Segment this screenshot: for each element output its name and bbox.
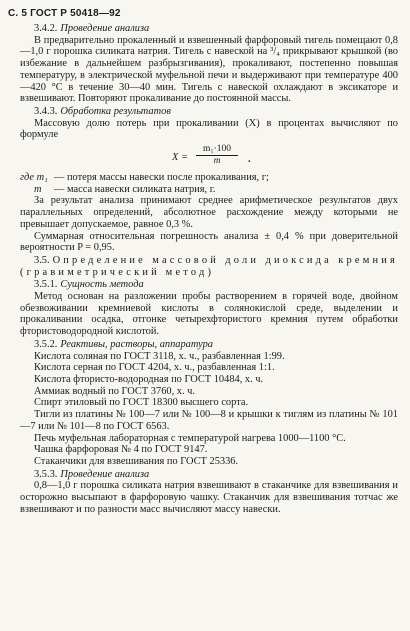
section-number: 3.4.3.: [34, 105, 58, 117]
variable-symbol: где m₁: [20, 172, 48, 184]
paragraph: В предварительно прокаленный и взвешенный фарфоровый тигель помещают 0,8—1,0 г порошка силиката натрия. Тигель с навеской на ³/₄ прикрывают крышкой (во избежание в дальнейшем разбрызгивания), прокаливают, постепенно повышая температуру, в электрической муфельной печи и выдерживают при температуре 400—420 °С в течение 30—40 мин. Тигель с навеской охлаждают в эксикаторе и взвешивают. Повторяют прокаливание до постоянной массы.: [20, 34, 398, 105]
paragraph: Кислота серная по ГОСТ 4204, х. ч., разбавленная 1:1.: [34, 362, 275, 374]
paragraph: Аммиак водный по ГОСТ 3760, х. ч.: [34, 385, 195, 397]
formula: [20, 144, 398, 170]
paragraph: Кислота фтористо-водородная по ГОСТ 10484, х. ч.: [34, 373, 264, 385]
section-title: Проведение анализа: [60, 23, 150, 34]
section-title: Сущность метода: [60, 279, 144, 291]
section-heading: [20, 106, 398, 118]
section-title: Проведение анализа: [60, 468, 150, 480]
section-heading: [20, 23, 398, 35]
subsection-heading: [20, 255, 398, 278]
paragraph: Спирт этиловый по ГОСТ 18300 высшего сорта.: [34, 397, 249, 409]
formula-denominator: m: [213, 156, 221, 167]
section-heading: [20, 279, 398, 291]
formula-end: .: [248, 154, 251, 166]
paragraph: Метод основан на разложении пробы растворением в горячей воде, двойном обезвоживании кремниевой кислоты в солянокислой среде, выделении и прокаливании осадка, отгонке четырехфтористого кремния путем обработки фтористоводородной кислотой.: [20, 291, 398, 338]
formula-numerator: m₁·100: [196, 144, 238, 156]
section-heading: [20, 469, 398, 481]
document-body: [20, 23, 398, 515]
paragraph: Суммарная относительная погрешность анализа ± 0,4 % при доверительной вероятности P = 0,95.: [20, 230, 398, 254]
paragraph: Кислота соляная по ГОСТ 3118, х. ч., разбавленная 1:99.: [34, 350, 285, 362]
section-number: 3.5.3.: [34, 468, 58, 480]
section-number: 3.5.1.: [34, 279, 58, 291]
variable-description: — масса навески силиката натрия, г.: [54, 183, 216, 195]
variable-definition: [20, 172, 398, 184]
variable-definition: [20, 184, 398, 196]
variable-description: — потеря массы навески после прокаливания, г;: [54, 172, 269, 184]
paragraph: Массовую долю потерь при прокаливании (X) в процентах вычисляют по формуле: [20, 117, 398, 141]
formula-lhs: X =: [172, 152, 188, 164]
paragraph: 0,8—1,0 г порошка силиката натрия взвешивают в стаканчике для взвешивания и осторожно высыпают в фарфоровую чашку. Стаканчик для взвешивания тотчас же взвешивают и по разности масс вычисляют массу навески.: [20, 480, 398, 515]
section-number: 3.4.2.: [34, 23, 58, 34]
section-title: Реактивы, растворы, аппаратура: [60, 338, 213, 350]
section-heading: [20, 339, 398, 351]
paragraph: За результат анализа принимают среднее арифметическое результатов двух параллельных определений, абсолютное расхождение между которыми не превышает допускаемое, равное 0,3 %.: [20, 195, 398, 230]
paragraph: Стаканчики для взвешивания по ГОСТ 25336.: [34, 455, 239, 467]
section-title: Обработка результатов: [60, 105, 171, 117]
formula-fraction: [196, 144, 238, 166]
paragraph: Чашка фарфоровая № 4 по ГОСТ 9147.: [34, 444, 208, 456]
section-number: 3.5.2.: [34, 338, 58, 350]
variable-symbol: m: [34, 183, 42, 195]
paragraph: Тигли из платины № 100—7 или № 100—8 и крышки к тиглям из платины № 101—7 или № 101—8 по ГОСТ 6563.: [20, 409, 398, 432]
paragraph: Печь муфельная лабораторная с температурой нагрева 1000—1100 °С.: [34, 432, 346, 444]
section-number: 3.5.: [34, 254, 50, 266]
subsection-title: Определение массовой доли диоксида кремния (гравиметрический метод): [20, 254, 398, 278]
page-header: С. 5 ГОСТ Р 50418—92: [8, 8, 121, 19]
